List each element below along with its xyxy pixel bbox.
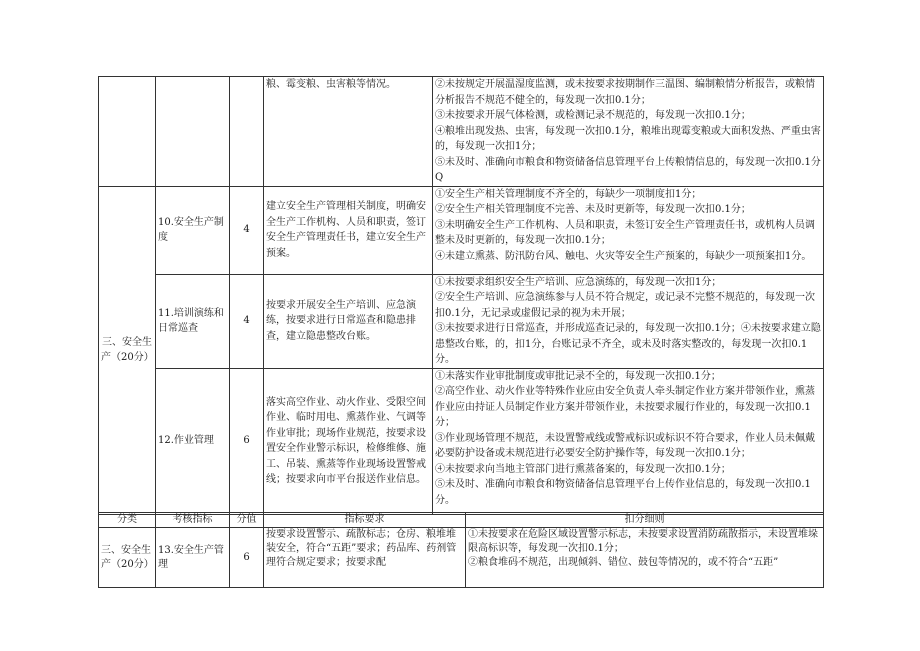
table-row <box>99 274 824 368</box>
requirement-cell: 按要求设置警示、疏散标志；仓房、粮堆堆装安全，符合“五距”要求；药品库、药剂管理符合规定要求；按要求配 <box>264 528 466 588</box>
indicator-cell: 13.安全生产管理 <box>156 528 230 588</box>
category-cell: 三、安全生产（20分） <box>99 186 156 514</box>
table-row <box>99 368 824 514</box>
indicator-cell <box>156 77 230 187</box>
requirement-cell: 按要求开展安全生产培训、应急演练，按要求进行日常巡查和隐患排查，建立隐患整改台账。 <box>264 274 433 368</box>
requirement-cell: 落实高空作业、动火作业、受限空间作业、临时用电、熏蒸作业、气调等作业审批；现场作业规范，按要求设置安全作业警示标识，检修维修、施工、吊装、熏蒸等作业现场设置警戒线；按要求向市平台报送作业信息。 <box>264 368 433 514</box>
column-header-category: 分类 <box>99 513 156 528</box>
indicator-cell: 11.培训演练和日常巡查 <box>156 274 230 368</box>
score-cell: 6 <box>230 528 264 588</box>
column-header-deductions: 扣分细则 <box>466 513 824 528</box>
score-cell: 6 <box>230 368 264 514</box>
category-cell: 三、安全生产（20分） <box>99 528 156 588</box>
indicator-cell: 12.作业管理 <box>156 368 230 514</box>
column-header-indicator: 考核指标 <box>156 513 230 528</box>
score-cell: 4 <box>230 274 264 368</box>
requirement-cell: 粮、霉变粮、虫害粮等情况。 <box>264 77 433 187</box>
category-cell <box>99 77 156 187</box>
requirement-cell: 建立安全生产管理相关制度，明确安全生产工作机构、人员和职责，签订安全生产管理责任书，建立安全生产预案。 <box>264 186 433 274</box>
indicator-cell: 10.安全生产制度 <box>156 186 230 274</box>
assessment-table-continued <box>98 512 824 588</box>
assessment-table-main <box>98 76 824 515</box>
deduction-cell: ②未按规定开展温湿度监测，或未按要求按期制作三温图、编制粮情分析报告，或粮情分析报告不规范不健全的，每发现一次扣0.1分； ③未按要求开展气体检测，或检测记录不规范的，每发现一次扣0.1分； ④粮堆出现发热、虫害，每发现一次扣0.1分，粮堆出现霉变粮或大面积发热、严重虫害的，每发现一次扣1分； ⑤未及时、准确向市粮食和物资储备信息管理平台上传粮情信息的，每发现一次扣0.1分Q <box>433 77 824 187</box>
deduction-cell: ①未按要求在危险区域设置警示标志，未按要求设置消防疏散指示，未设置堆垛限高标识等，每发现一次扣0.1分； ②粮食堆码不规范，出现倾斜、错位、鼓包等情况的，或不符合“五距” <box>466 528 824 588</box>
header-row <box>99 513 824 528</box>
score-cell <box>230 77 264 187</box>
deduction-cell: ①安全生产相关管理制度不齐全的，每缺少一项制度扣1分； ②安全生产相关管理制度不完善、未及时更新等，每发现一次扣0.1分； ③未明确安全生产工作机构、人员和职责，未签订安全生产管理责任书，或机构人员调整未及时更新的，每发现一次扣0.1分； ④未建立熏蒸、防汛防台风、触电、火灾等安全生产预案的，每缺少一项预案扣1分。 <box>433 186 824 274</box>
table-row <box>99 186 824 274</box>
deduction-cell: ①未按要求组织安全生产培训、应急演练的，每发现一次扣1分； ②安全生产培训、应急演练参与人员不符合规定，或记录不完整不规范的，每发现一次扣0.1分，无记录或虚假记录的视为未开展； ③未按要求进行日常巡查，并形成巡查记录的，每发现一次扣0.1分；④未按要求建立隐患整改台账，的，扣1分，台账记录不齐全，或未及时落实整改的，每发现一次扣0.1分。 <box>433 274 824 368</box>
column-header-requirement: 指标要求 <box>264 513 466 528</box>
column-header-score: 分值 <box>230 513 264 528</box>
table-row <box>99 77 824 187</box>
deduction-cell: ①未落实作业审批制度或审批记录不全的，每发现一次扣0.1分； ②高空作业、动火作业等特殊作业应由安全负责人牵头制定作业方案并带领作业，熏蒸作业应由持证人员制定作业方案并带领作业，未按要求履行作业的，每发现一次扣0.1分； ③作业现场管理不规范，未设置警戒线或警戒标识或标识不符合要求，作业人员未佩戴必要防护设备或未规范进行必要安全防护操作等，每发现一次扣0.1分； ④未按要求向当地主管部门进行熏蒸备案的，每发现一次扣0.1分； ⑤未及时、准确向市粮食和物资储备信息管理平台上传作业信息的，每发现一次扣0.1分。 <box>433 368 824 514</box>
score-cell: 4 <box>230 186 264 274</box>
table-row <box>99 528 824 588</box>
